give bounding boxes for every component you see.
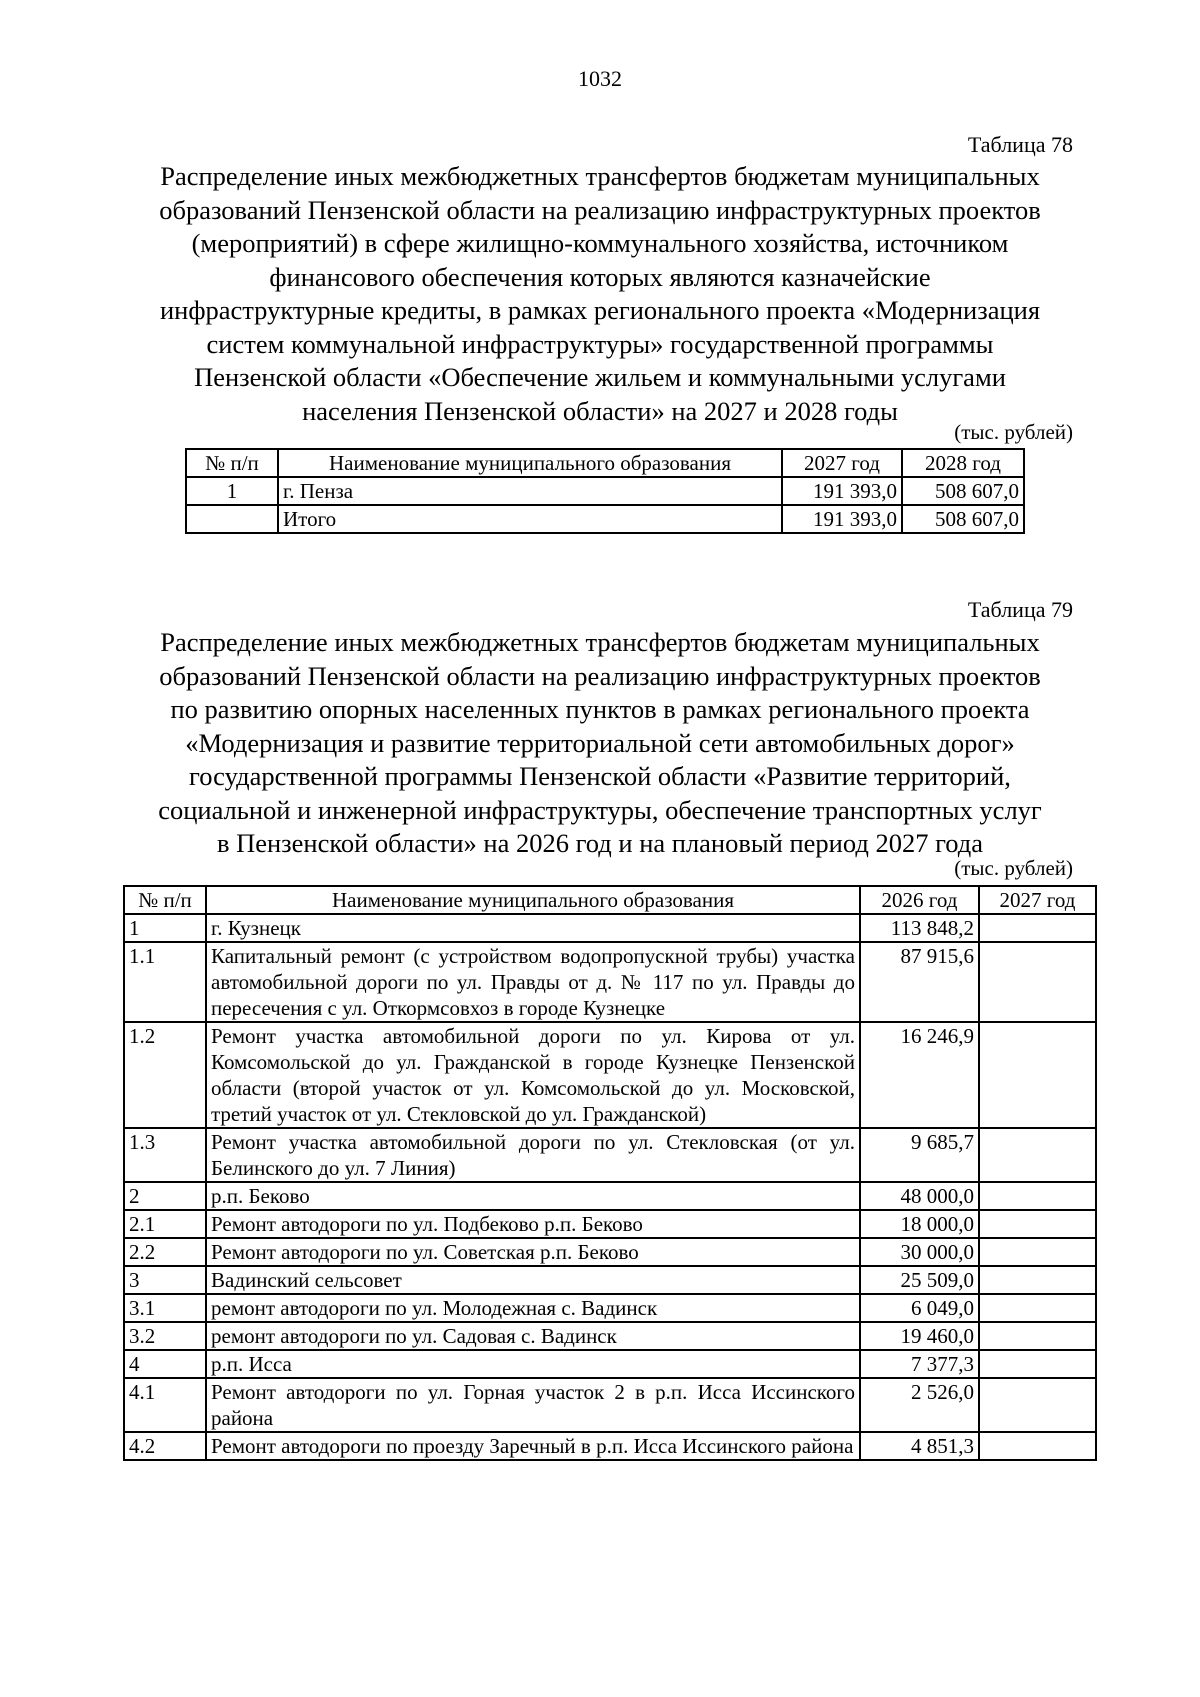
- row-value-2026-cell: 113 848,2: [860, 914, 979, 942]
- table79-unit: (тыс. рублей): [954, 856, 1073, 880]
- table-row: [124, 1182, 1096, 1210]
- table79-title-line: государственной программы Пензенской области «Развитие территорий,: [189, 761, 1011, 791]
- row-value-2027-cell: [979, 1238, 1096, 1266]
- row-value-2027-cell: [979, 1378, 1096, 1432]
- table79-title: [120, 626, 1080, 861]
- table-row: [124, 942, 1096, 1022]
- row-number-cell: 2.1: [124, 1210, 206, 1238]
- row-name-cell: Ремонт участка автомобильной дороги по ул. Кирова от ул. Комсомольской до ул. Гражданской в городе Кузнецке Пензенской области (второй участок от ул. Комсомольской до ул. Московской, третий участок от ул. Стекловской до ул. Гражданской): [206, 1022, 860, 1128]
- row-number-cell: 1.3: [124, 1128, 206, 1182]
- table78-title-line: образований Пензенской области на реализацию инфраструктурных проектов: [159, 194, 1041, 225]
- row-number-cell: 3.1: [124, 1294, 206, 1322]
- row-value-2027-cell: [979, 1128, 1096, 1182]
- header-cell-name: Наименование муниципального образования: [206, 886, 860, 914]
- row-value-2027-cell: [979, 1350, 1096, 1378]
- row-value-2026-cell: 7 377,3: [860, 1350, 979, 1378]
- table-row: [124, 1238, 1096, 1266]
- table79-title-line: образований Пензенской области на реализацию инфраструктурных проектов: [159, 660, 1041, 691]
- table-row: [124, 1294, 1096, 1322]
- row-value-2026-cell: 87 915,6: [860, 942, 979, 1022]
- row-value-2027-cell: [979, 1432, 1096, 1460]
- row-value-2027-cell: [979, 1182, 1096, 1210]
- table78-title-line: инфраструктурные кредиты, в рамках регионального проекта «Модернизация: [159, 295, 1041, 325]
- row-number-cell: 1.1: [124, 942, 206, 1022]
- table78-title-line: Пензенской области «Обеспечение жильем и коммунальными услугами: [194, 362, 1006, 392]
- table-row: [124, 914, 1096, 942]
- row-number-cell: 1: [186, 477, 278, 505]
- row-number-cell: 1: [124, 914, 206, 942]
- table79-title-line: «Модернизация и развитие территориальной сети автомобильных дорог»: [185, 727, 1015, 758]
- table78-number: Таблица 78: [967, 132, 1073, 157]
- table78-title-line: (мероприятий) в сфере жилищно-коммунального хозяйства, источником: [191, 228, 1009, 258]
- row-value-2026-cell: 6 049,0: [860, 1294, 979, 1322]
- row-number-cell: 4: [124, 1350, 206, 1378]
- row-value-2027-cell: 191 393,0: [782, 477, 902, 505]
- table-row: [124, 1322, 1096, 1350]
- header-cell-name: Наименование муниципального образования: [278, 449, 782, 477]
- header-cell-2028: 2028 год: [902, 449, 1024, 477]
- row-name-cell: Ремонт автодороги по ул. Подбеково р.п. Беково: [206, 1210, 860, 1238]
- table-row: [124, 1022, 1096, 1128]
- header-cell-2026: 2026 год: [860, 886, 979, 914]
- row-number-cell: 2.2: [124, 1238, 206, 1266]
- header-cell-number: № п/п: [124, 886, 206, 914]
- row-value-2026-cell: 2 526,0: [860, 1378, 979, 1432]
- table-row: [124, 1128, 1096, 1182]
- row-name-cell: р.п. Исса: [206, 1350, 860, 1378]
- row-value-2028-cell: 508 607,0: [902, 477, 1024, 505]
- row-value-2026-cell: 4 851,3: [860, 1432, 979, 1460]
- table79-title-line: в Пензенской области» на 2026 год и на плановый период 2027 года: [216, 828, 984, 858]
- row-value-2027-cell: [979, 914, 1096, 942]
- row-name-cell: Итого: [278, 505, 782, 533]
- table79-title-line: Распределение иных межбюджетных трансфертов бюджетам муниципальных: [160, 627, 1040, 657]
- row-number-cell: [186, 505, 278, 533]
- table78-title-line: финансового обеспечения которых являются казначейские: [269, 261, 931, 292]
- table78-title: [120, 160, 1080, 428]
- row-name-cell: Ремонт автодороги по ул. Горная участок 2 в р.п. Исса Иссинского района: [206, 1378, 860, 1432]
- row-number-cell: 3.2: [124, 1322, 206, 1350]
- row-name-cell: г. Кузнецк: [206, 914, 860, 942]
- row-value-2026-cell: 19 460,0: [860, 1322, 979, 1350]
- row-value-2027-cell: [979, 1266, 1096, 1294]
- row-value-2026-cell: 25 509,0: [860, 1266, 979, 1294]
- row-number-cell: 2: [124, 1182, 206, 1210]
- total-row: [186, 505, 1024, 533]
- row-value-2027-cell: [979, 1294, 1096, 1322]
- row-value-2026-cell: 9 685,7: [860, 1128, 979, 1182]
- table-header-row: [186, 449, 1024, 477]
- row-value-2026-cell: 48 000,0: [860, 1182, 979, 1210]
- row-value-2026-cell: 18 000,0: [860, 1210, 979, 1238]
- table79-title-line: по развитию опорных населенных пунктов в рамках регионального проекта: [170, 694, 1030, 724]
- table-header-row: [124, 886, 1096, 914]
- row-value-2027-cell: [979, 1022, 1096, 1128]
- table-row: [124, 1432, 1096, 1460]
- header-cell-number: № п/п: [186, 449, 278, 477]
- row-name-cell: Ремонт участка автомобильной дороги по ул. Стекловская (от ул. Белинского до ул. 7 Линия): [206, 1128, 860, 1182]
- table78-unit: (тыс. рублей): [954, 420, 1073, 444]
- row-name-cell: г. Пенза: [278, 477, 782, 505]
- row-number-cell: 4.2: [124, 1432, 206, 1460]
- row-value-2027-cell: [979, 942, 1096, 1022]
- row-number-cell: 4.1: [124, 1378, 206, 1432]
- header-cell-2027: 2027 год: [979, 886, 1096, 914]
- row-name-cell: ремонт автодороги по ул. Садовая с. Вадинск: [206, 1322, 860, 1350]
- row-name-cell: р.п. Беково: [206, 1182, 860, 1210]
- row-value-2026-cell: 16 246,9: [860, 1022, 979, 1128]
- table79-title-line: социальной и инженерной инфраструктуры, обеспечение транспортных услуг: [158, 794, 1042, 825]
- table78-title-line: Распределение иных межбюджетных трансфертов бюджетам муниципальных: [160, 161, 1040, 191]
- header-cell-2027: 2027 год: [782, 449, 902, 477]
- table79-number: Таблица 79: [967, 597, 1073, 622]
- table78: [185, 448, 1025, 534]
- row-name-cell: ремонт автодороги по ул. Молодежная с. Вадинск: [206, 1294, 860, 1322]
- table78-title-line: систем коммунальной инфраструктуры» государственной программы: [206, 328, 994, 359]
- row-name-cell: Капитальный ремонт (с устройством водопропускной трубы) участка автомобильной дороги по ул. Правды от д. № 117 по ул. Правды до пересечения с ул. Откормсовхоз в городе Кузнецке: [206, 942, 860, 1022]
- table-row: [124, 1210, 1096, 1238]
- row-name-cell: Ремонт автодороги по ул. Советская р.п. Беково: [206, 1238, 860, 1266]
- table78-title-line: населения Пензенской области» на 2027 и 2028 годы: [302, 395, 898, 426]
- row-number-cell: 1.2: [124, 1022, 206, 1128]
- row-name-cell: Ремонт автодороги по проезду Заречный в р.п. Исса Иссинского района: [206, 1432, 860, 1460]
- table-row: [186, 477, 1024, 505]
- table79: [123, 885, 1097, 1461]
- row-value-2027-cell: 191 393,0: [782, 505, 902, 533]
- table-row: [124, 1266, 1096, 1294]
- table-row: [124, 1350, 1096, 1378]
- row-value-2027-cell: [979, 1322, 1096, 1350]
- row-name-cell: Вадинский сельсовет: [206, 1266, 860, 1294]
- table-row: [124, 1378, 1096, 1432]
- page-number: 1032: [578, 66, 622, 91]
- row-value-2026-cell: 30 000,0: [860, 1238, 979, 1266]
- row-number-cell: 3: [124, 1266, 206, 1294]
- row-value-2028-cell: 508 607,0: [902, 505, 1024, 533]
- row-value-2027-cell: [979, 1210, 1096, 1238]
